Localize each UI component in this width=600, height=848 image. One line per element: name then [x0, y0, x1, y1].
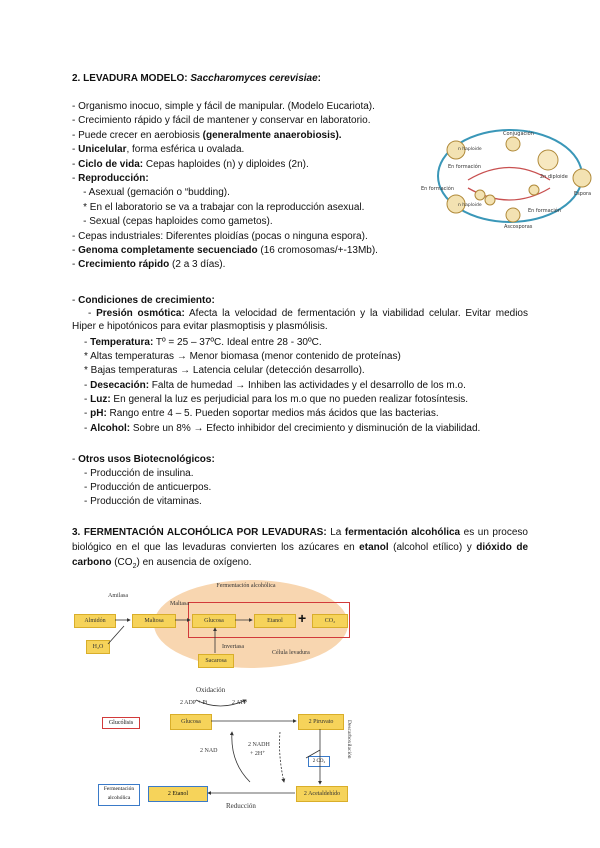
fermentation-figure	[72, 578, 352, 678]
temperature-line: - Temperatura: Tº = 25 – 37ºC. Ideal entre 28 - 30ºC.	[84, 337, 322, 348]
section2-item: - Crecimiento rápido (2 a 3 días).	[72, 259, 226, 271]
label-spore: Espora	[574, 191, 592, 197]
biotech-heading: - Otros usos Biotecnológicos:	[72, 454, 215, 465]
cell-spore	[573, 169, 591, 187]
celula-label: Célula levadura	[272, 650, 310, 656]
almidon-box: Almidón	[74, 614, 116, 628]
h-label: + 2H⁺	[250, 751, 266, 757]
adp-label: 2 ADP + Pi	[180, 700, 208, 706]
co2-box-2: 2 CO₂	[308, 756, 330, 767]
alcohol-line: - Alcohol: Sobre un 8% → Efecto inhibidor del crecimiento y disminución de la viabilidad.	[84, 423, 481, 434]
glucolisis-box: Glucólisis	[102, 717, 140, 729]
section2-item: - Crecimiento rápido y fácil de mantener y conservar en laboratorio.	[72, 115, 371, 127]
section2-item: - Unicelular, forma esférica u ovalada.	[72, 144, 245, 156]
section2-item: - Puede crecer en aerobiosis (generalmente anaerobiosis).	[72, 129, 342, 141]
osmotic-paragraph: - Presión osmótica: Afecta la velocidad de fermentación y la viabilidad celular. Evitar medios Hiper e hipotónicos para evitar plasmoptisis y plasmólisis.	[72, 308, 528, 332]
figure1-arrows	[72, 578, 352, 678]
biotech-item: - Producción de insulina.	[84, 468, 194, 479]
cell-ascospore	[506, 208, 520, 222]
nad-label: 2 NAD	[200, 748, 218, 754]
maltasa-label: Maltasa	[170, 601, 189, 607]
label-budding-top: En formación	[448, 164, 482, 170]
plus-sign: +	[298, 610, 307, 626]
invertasa-label: Invertasa	[222, 644, 244, 650]
etanol-box: Etanol	[254, 614, 296, 628]
sacarosa-box: Sacarosa	[198, 654, 234, 668]
ph-line: - pH: Rango entre 4 – 5. Pueden soportar medios más ácidos que las bacterias.	[84, 408, 439, 419]
reduccion-label: Reducción	[226, 802, 256, 810]
section2-item: - Asexual (gemación o “budding).	[72, 187, 230, 199]
light-line: - Luz: En general la luz es perjudicial para los m.o que no pueden realizar fotosíntesis.	[84, 394, 469, 405]
nadh-label: 2 NADH	[248, 742, 270, 748]
section2-item: - Genoma completamente secuenciado (16 cromosomas/+-13Mb).	[72, 245, 378, 256]
section2-item: * En el laboratorio se va a trabajar con la reproducción asexual.	[72, 201, 365, 213]
label-haploid-a: n haploide	[458, 147, 482, 152]
temperature-low-line: * Bajas temperaturas → Latencia celular (detección desarrollo).	[84, 365, 365, 376]
acetaldehido-box: 2 Acetaldehído	[296, 786, 348, 802]
section2-item: - Ciclo de vida: Cepas haploides (n) y diploides (2n).	[72, 158, 309, 170]
fermentacion-box: Fermentación alcohólica	[98, 784, 140, 806]
label-diploid: 2n diploide	[540, 174, 568, 180]
label-conjugation: Conjugación	[503, 131, 534, 137]
section2-item: - Organismo inocuo, simple y fácil de manipular. (Modelo Eucariota).	[72, 101, 375, 112]
maltosa-box: Maltosa	[132, 614, 176, 628]
fermentation-label: Fermentación alcohólica	[216, 583, 276, 589]
yeast-life-cycle-diagram	[418, 120, 594, 230]
co2-box: CO₂	[312, 614, 348, 628]
biotech-item: - Producción de vitaminas.	[84, 496, 202, 507]
section2-item: - Reproducción:	[72, 173, 149, 184]
glycolysis-figure	[100, 686, 360, 810]
glucosa-box-2: Glucosa	[170, 714, 212, 730]
biotech-item: - Producción de anticuerpos.	[84, 482, 212, 493]
h2o-box: H₂O	[86, 640, 110, 654]
growth-heading: - Condiciones de crecimiento:	[72, 295, 215, 306]
label-ascospores: Ascosporas	[504, 224, 533, 230]
temperature-high-line: * Altas temperaturas → Menor biomasa (menor contenido de proteínas)	[84, 351, 401, 362]
section2-heading: 2. LEVADURA MODELO: Saccharomyces cerevisiae:	[72, 73, 322, 84]
label-budding-bottom: En formación	[528, 208, 562, 214]
desiccation-line: - Desecación: Falta de humedad → Inhiben las actividades y el desarrollo de los m.o.	[84, 380, 466, 391]
section3-paragraph: 3. FERMENTACIÓN ALCOHÓLICA POR LEVADURAS: La fermentación alcohólica es un proceso biológico en el que las levaduras convierten los azúcares en etanol (alcohol etílico) y dióxido de carbono $(CO_2)$ en ausencia de oxígeno.	[72, 527, 529, 570]
amilasa-label: Amilasa	[108, 593, 128, 599]
glucosa-box: Glucosa	[192, 614, 236, 628]
cell-diploid	[538, 150, 558, 170]
cell-conjugation	[506, 137, 520, 151]
figure2-arrows	[100, 686, 360, 810]
oxidacion-label: Oxidación	[196, 686, 226, 694]
label-budding-left: En formación	[421, 186, 455, 192]
atp-label: 2 ATP	[232, 700, 247, 706]
piruvato-box: 2 Piruvato	[298, 714, 344, 730]
section2-item: - Sexual (cepas haploides como gametos).	[72, 216, 273, 228]
label-haploid-alpha: n haploide	[458, 203, 482, 208]
section2-item: - Cepas industriales: Diferentes ploidías (pocas o ninguna espora).	[72, 230, 368, 242]
descarbox-label: Descarboxilación	[346, 720, 352, 759]
etanol-box-2: 2 Etanol	[148, 786, 208, 802]
